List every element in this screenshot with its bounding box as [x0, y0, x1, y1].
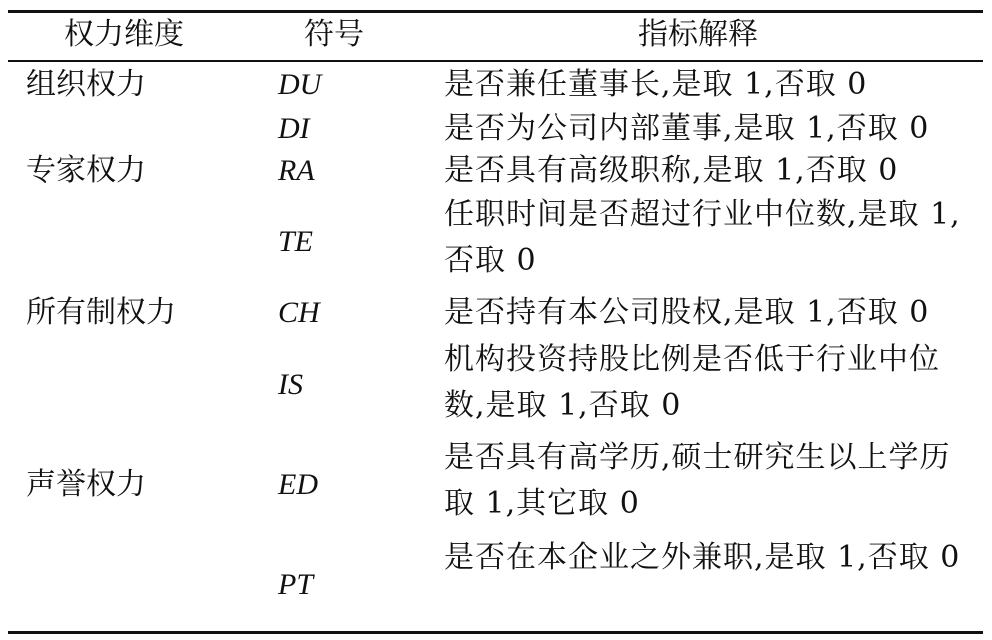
row-explanation: 是否具有高学历,硕士研究生以上学历取 1,其它取 0	[444, 440, 951, 521]
row-dimension: 所有制权力	[26, 295, 176, 330]
header-explanation: 指标解释	[638, 17, 758, 52]
row-explanation: 是否兼任董事长,是取 1,否取 0	[444, 67, 868, 102]
row-symbol: ED	[278, 468, 318, 501]
row-explanation: 是否在本企业之外兼职,是取 1,否取 0	[444, 540, 961, 575]
row-explanation: 是否具有高级职称,是取 1,否取 0	[444, 153, 899, 188]
row-explanation: 机构投资持股比例是否低于行业中位数,是取 1,否取 0	[444, 342, 940, 423]
power-dimension-table	[8, 10, 983, 634]
header-symbol: 符号	[304, 17, 364, 52]
row-symbol: TE	[278, 225, 314, 258]
row-symbol: DU	[278, 68, 322, 101]
table-bottom-rule	[8, 631, 983, 634]
row-explanation: 任职时间是否超过行业中位数,是取 1,否取 0	[444, 197, 961, 278]
row-symbol: DI	[278, 112, 310, 145]
row-symbol: CH	[278, 296, 320, 329]
row-explanation: 是否为公司内部董事,是取 1,否取 0	[444, 111, 930, 146]
row-symbol: PT	[278, 568, 314, 601]
row-explanation: 是否持有本公司股权,是取 1,否取 0	[444, 295, 930, 330]
row-dimension: 专家权力	[26, 153, 146, 188]
row-dimension: 组织权力	[26, 67, 146, 102]
row-symbol: RA	[278, 154, 315, 187]
header-dimension: 权力维度	[64, 17, 184, 52]
row-symbol: IS	[278, 368, 303, 401]
row-dimension: 声誉权力	[26, 467, 146, 502]
